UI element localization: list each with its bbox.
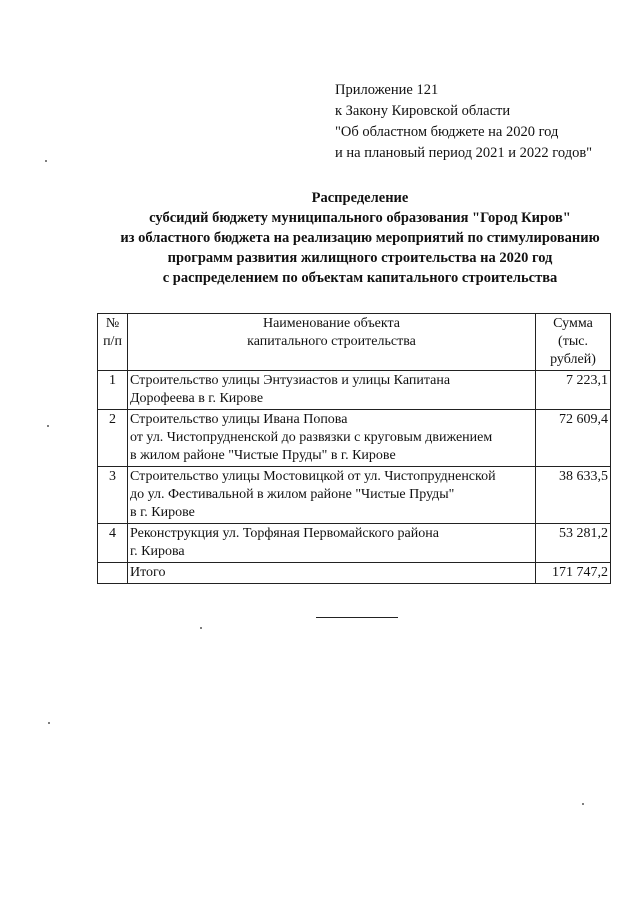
object-name-line: Строительство улицы Энтузиастов и улицы Капитана — [130, 373, 451, 388]
table-row — [98, 467, 611, 524]
object-name-line: г. Кирова — [130, 544, 185, 559]
scan-speck — [45, 160, 47, 162]
row-number: 3 — [98, 467, 128, 524]
row-sum: 7 223,1 — [536, 371, 611, 410]
document-title — [60, 188, 640, 288]
table-row — [98, 524, 611, 563]
header-text: Наименование объекта — [262, 316, 401, 331]
table-row — [98, 410, 611, 467]
scan-speck — [582, 803, 584, 805]
appendix-line: и на плановый период 2021 и 2022 годов" — [335, 145, 593, 161]
object-name-line: от ул. Чистопрудненской до развязки с круговым движением — [130, 430, 493, 445]
object-name — [128, 371, 536, 410]
header-object-name — [128, 314, 536, 371]
header-number — [98, 314, 128, 371]
total-sum: 171 747,2 — [536, 563, 611, 584]
object-name — [128, 524, 536, 563]
row-sum: 38 633,5 — [536, 467, 611, 524]
object-name-line: в жилом районе "Чистые Пруды" в г. Кирове — [130, 448, 396, 463]
object-name-line: до ул. Фестивальной в жилом районе "Чистые Пруды" — [130, 487, 455, 502]
scan-speck — [48, 722, 50, 724]
header-text: капитального строительства — [247, 334, 416, 349]
row-number: 4 — [98, 524, 128, 563]
appendix-line: к Закону Кировской области — [335, 103, 511, 119]
header-text: № — [105, 316, 120, 331]
total-label: Итого — [128, 563, 536, 584]
row-number: 2 — [98, 410, 128, 467]
object-name — [128, 410, 536, 467]
appendix-reference — [335, 80, 592, 164]
title-line: с распределением по объектам капитального строительства — [162, 270, 558, 286]
appendix-line: Приложение 121 — [335, 82, 439, 98]
object-name-line: в г. Кирове — [130, 505, 195, 520]
header-text: Сумма — [553, 316, 593, 331]
scan-speck — [200, 627, 202, 629]
title-line: Распределение — [311, 190, 409, 206]
scan-speck — [47, 425, 49, 427]
title-line: субсидий бюджету муниципального образования "Город Киров" — [149, 210, 571, 226]
row-sum: 53 281,2 — [536, 524, 611, 563]
total-row — [98, 563, 611, 584]
header-text: (тыс. — [558, 334, 588, 349]
subsidy-table — [97, 313, 611, 584]
title-line: программ развития жилищного строительства на 2020 год — [167, 250, 553, 266]
title-line: из областного бюджета на реализацию мероприятий по стимулированию — [120, 230, 600, 246]
header-text: п/п — [103, 334, 122, 349]
object-name-line: Реконструкция ул. Торфяная Первомайского района — [130, 526, 439, 541]
table-row — [98, 371, 611, 410]
object-name-line: Строительство улицы Мостовицкой от ул. Чистопрудненской — [130, 469, 496, 484]
end-divider-line — [316, 617, 398, 618]
appendix-line: "Об областном бюджете на 2020 год — [335, 124, 559, 140]
total-number-cell — [98, 563, 128, 584]
row-sum: 72 609,4 — [536, 410, 611, 467]
object-name-line: Строительство улицы Ивана Попова — [130, 412, 348, 427]
row-number: 1 — [98, 371, 128, 410]
header-text: рублей) — [550, 352, 596, 367]
header-sum — [536, 314, 611, 371]
table-header-row — [98, 314, 611, 371]
object-name — [128, 467, 536, 524]
object-name-line: Дорофеева в г. Кирове — [130, 391, 264, 406]
